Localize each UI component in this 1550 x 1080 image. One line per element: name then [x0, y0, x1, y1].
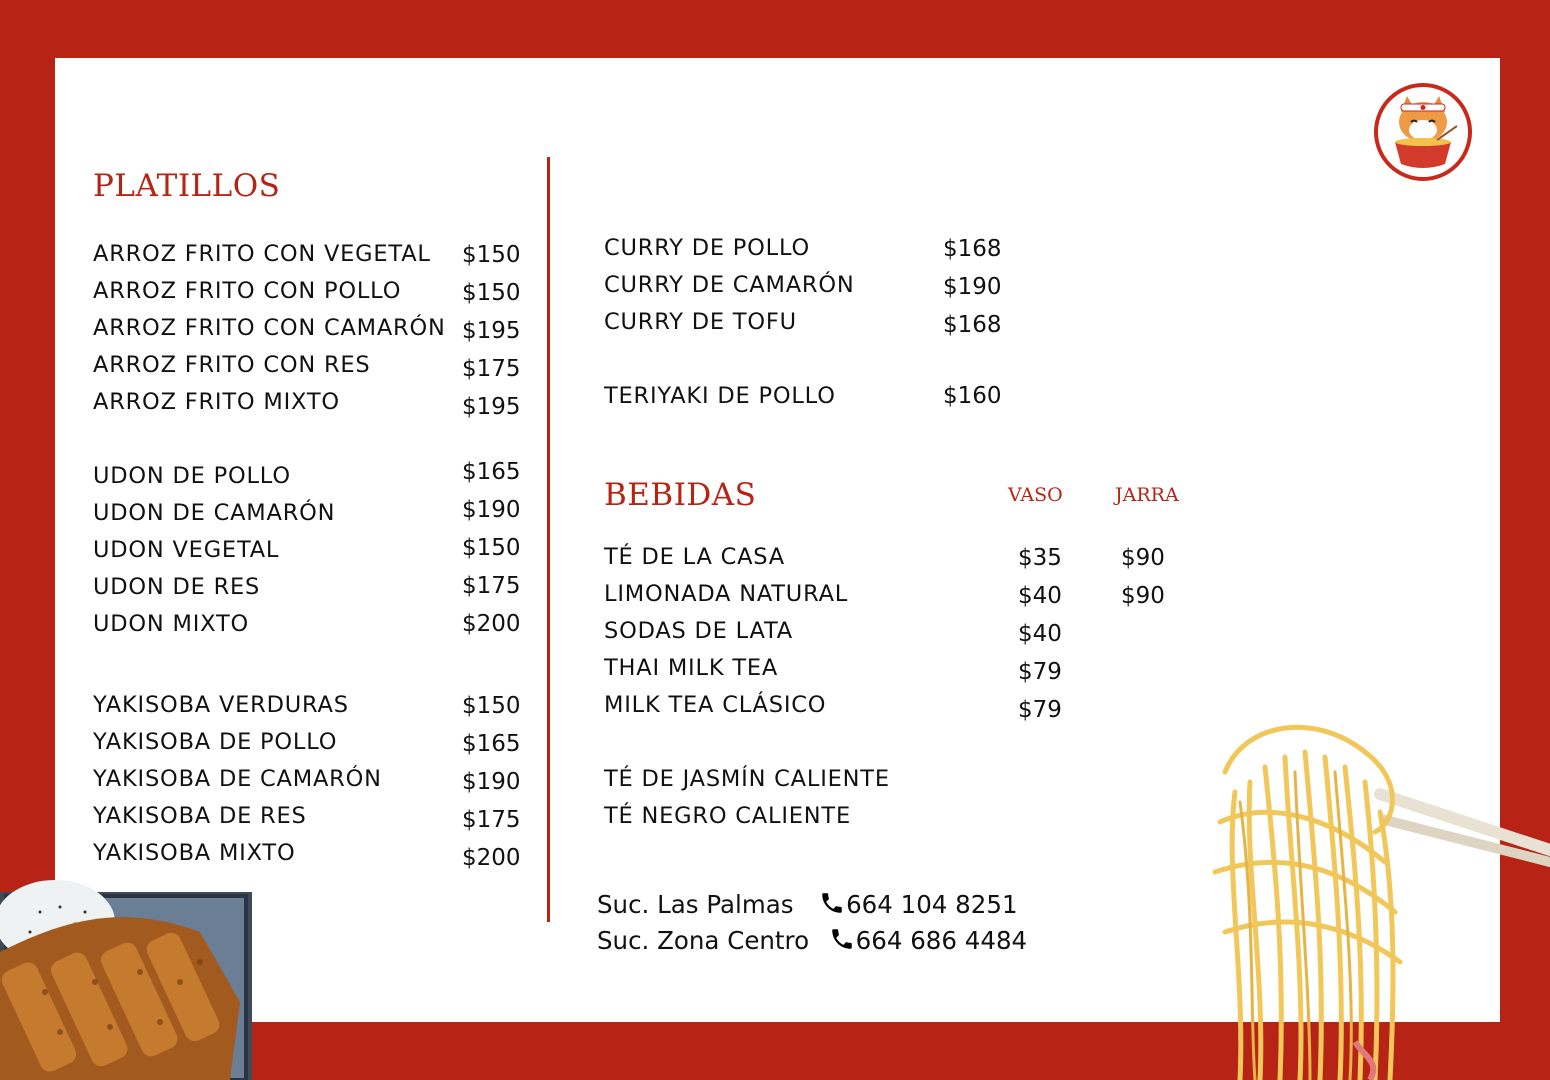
menu-item-name: CURRY DE CAMARÓN: [604, 272, 855, 298]
menu-item-name: UDON DE RES: [93, 574, 261, 600]
phone-icon: [829, 926, 855, 952]
drink-vaso-price: $79: [1018, 697, 1062, 723]
contact-line: [597, 890, 1018, 919]
menu-item-name: ARROZ FRITO CON POLLO: [93, 278, 402, 304]
menu-item-name: TERIYAKI DE POLLO: [604, 383, 836, 409]
menu-item-name: ARROZ FRITO CON CAMARÓN: [93, 315, 446, 341]
drink-item-name: THAI MILK TEA: [604, 655, 779, 681]
menu-item-price: $200: [462, 611, 521, 637]
menu-item-name: ARROZ FRITO CON RES: [93, 352, 371, 378]
menu-item-price: $165: [462, 459, 521, 485]
menu-item-price: $150: [462, 693, 521, 719]
menu-item-price: $190: [462, 769, 521, 795]
drink-item-name: LIMONADA NATURAL: [604, 581, 849, 607]
drink-item-name: TÉ DE LA CASA: [604, 544, 785, 570]
menu-item-name: UDON DE CAMARÓN: [93, 500, 336, 526]
menu-item-name: UDON VEGETAL: [93, 537, 280, 563]
menu-item-price: $160: [943, 383, 1002, 409]
menu-item-name: YAKISOBA MIXTO: [93, 840, 296, 866]
drink-vaso-price: $35: [1018, 545, 1062, 571]
menu-item-price: $175: [462, 573, 521, 599]
menu-item-price: $168: [943, 312, 1002, 338]
drink-vaso-price: $79: [1018, 659, 1062, 685]
phone-number[interactable]: 664 104 8251: [846, 890, 1018, 919]
menu-item-name: YAKISOBA DE CAMARÓN: [93, 766, 382, 792]
menu-item-price: $150: [462, 535, 521, 561]
menu-item-price: $195: [462, 318, 521, 344]
noodles-chopsticks-image: [1205, 712, 1550, 1080]
menu-item-name: ARROZ FRITO CON VEGETAL: [93, 241, 431, 267]
menu-item-price: $175: [462, 356, 521, 382]
menu-item-price: $165: [462, 731, 521, 757]
drink-jarra-price: $90: [1121, 545, 1165, 571]
drink-vaso-price: $40: [1018, 621, 1062, 647]
menu-item-name: UDON MIXTO: [93, 611, 250, 637]
drink-jarra-price: $90: [1121, 583, 1165, 609]
menu-item-name: YAKISOBA VERDURAS: [93, 692, 349, 718]
shiba-ramen-logo: [1373, 82, 1473, 182]
bebidas-title: BEBIDAS: [604, 477, 757, 513]
vaso-column-header: VASO: [1008, 484, 1063, 506]
menu-item-name: CURRY DE TOFU: [604, 309, 797, 335]
menu-item-price: $200: [462, 845, 521, 871]
drink-item-name: TÉ NEGRO CALIENTE: [604, 803, 851, 829]
menu-item-price: $150: [462, 280, 521, 306]
platillos-title: PLATILLOS: [93, 168, 281, 204]
menu-item-price: $190: [943, 274, 1002, 300]
phone-icon: [819, 890, 845, 916]
branch-name: Suc. Zona Centro: [597, 926, 810, 955]
drink-item-name: TÉ DE JASMÍN CALIENTE: [604, 766, 890, 792]
drink-vaso-price: $40: [1018, 583, 1062, 609]
menu-item-name: ARROZ FRITO MIXTO: [93, 389, 340, 415]
phone-number[interactable]: 664 686 4484: [855, 926, 1028, 955]
fried-cutlet-plate-image: [0, 862, 252, 1080]
menu-item-name: CURRY DE POLLO: [604, 235, 811, 261]
menu-item-price: $195: [462, 394, 521, 420]
menu-item-name: UDON DE POLLO: [93, 463, 291, 489]
column-divider: [547, 157, 550, 922]
menu-item-price: $175: [462, 807, 521, 833]
menu-item-price: $150: [462, 242, 521, 268]
jarra-column-header: JARRA: [1115, 484, 1179, 506]
menu-item-price: $168: [943, 236, 1002, 262]
drink-item-name: MILK TEA CLÁSICO: [604, 692, 827, 718]
drink-item-name: SODAS DE LATA: [604, 618, 793, 644]
menu-item-name: YAKISOBA DE RES: [93, 803, 307, 829]
branch-name: Suc. Las Palmas: [597, 890, 794, 919]
contact-line: [597, 926, 1027, 955]
menu-item-name: YAKISOBA DE POLLO: [93, 729, 338, 755]
menu-item-price: $190: [462, 497, 521, 523]
